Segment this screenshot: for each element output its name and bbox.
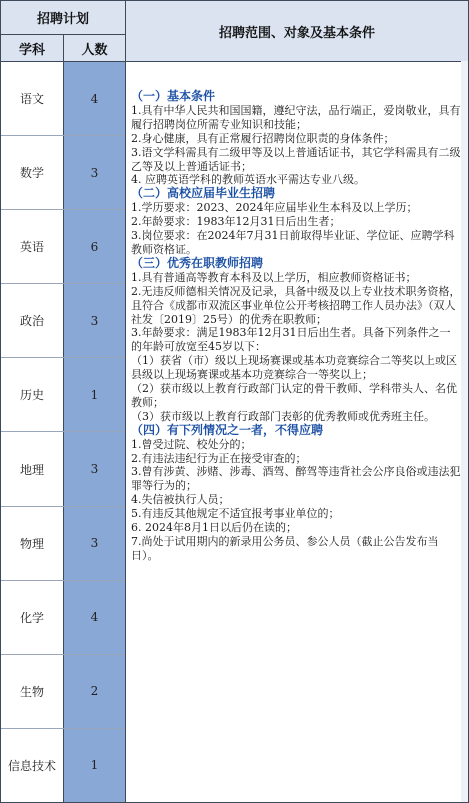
requirement-item: 4. 应聘英语学科的教师英语水平需达专业八级。	[131, 173, 365, 187]
count-cell: 1	[64, 358, 125, 431]
count-column-header: 人数	[64, 35, 126, 61]
requirement-item: 1.具有普通高等教育本科及以上学历，相应教师资格证书；	[131, 270, 417, 284]
exclusion-item: 5.有违反其他规定不适宜报考事业单位的；	[131, 507, 340, 521]
requirement-item: （2）获市级以上教育行政部门认定的骨干教师、学科带头人、名优教师；	[131, 382, 457, 409]
table-row	[1, 62, 125, 136]
exclusion-item: 6. 2024年8月1日以后仍在读的；	[131, 521, 297, 535]
count-cell: 3	[64, 432, 125, 505]
subject-cell: 信息技术	[1, 729, 64, 802]
table-row	[1, 581, 125, 655]
count-cell: 3	[64, 284, 125, 357]
table-row	[1, 655, 125, 729]
count-cell: 3	[64, 507, 125, 580]
table-row	[1, 729, 125, 802]
subject-cell: 数学	[1, 136, 64, 209]
requirement-item: 2.年龄要求：1983年12月31日后出生者；	[131, 215, 341, 229]
count-cell: 1	[64, 729, 125, 802]
plan-header: 招聘计划	[1, 1, 126, 35]
exclusion-item: 7.尚处于试用期内的新录用公务员、参公人员（截止公告发布当日）。	[131, 535, 439, 562]
subject-cell: 化学	[1, 581, 64, 654]
count-cell: 3	[64, 136, 125, 209]
subject-column-header: 学科	[1, 35, 64, 61]
subject-cell: 政治	[1, 284, 64, 357]
exclusion-item: 1.曾受过院、校处分的；	[131, 437, 252, 451]
subject-cell: 语文	[1, 62, 64, 135]
requirement-item: 3.岗位要求：在2024年7月31日前取得毕业证、学位证、应聘学科教师资格证。	[131, 229, 455, 256]
table-row	[1, 136, 125, 210]
subject-grid	[1, 61, 126, 802]
table-row	[1, 358, 125, 432]
subject-cell: 历史	[1, 358, 64, 431]
subject-cell: 英语	[1, 210, 64, 283]
count-cell: 4	[64, 62, 125, 135]
table-row	[1, 432, 125, 506]
section-title-graduates: （二）高校应届毕业生招聘	[131, 186, 276, 201]
count-cell: 4	[64, 581, 125, 654]
table-row	[1, 507, 125, 581]
exclusion-item: 3.曾有涉黄、涉赌、涉毒、酒驾、醉驾等违背社会公序良俗或违法犯罪等行为的；	[131, 465, 461, 493]
exclusion-item: 2.有违法违纪行为正在接受审查的；	[131, 451, 307, 465]
requirements-text	[126, 61, 461, 802]
requirement-item: 3.年龄要求：满足1983年12月31日后出生者。具备下列条件之一的年龄可放宽至45岁以下：	[131, 326, 451, 354]
subject-cell: 地理	[1, 432, 64, 505]
count-cell: 6	[64, 210, 125, 283]
requirement-item: 2.无违反师德相关情况及记录，具备中级及以上专业技术职务资格，且符合《成都市双流区事业单位公开考核招聘工作人员办法》（双人社发〔2019〕25号）的优秀在职教师；	[131, 284, 461, 326]
description-header: 招聘范围、对象及基本条件	[126, 1, 468, 61]
table-row	[1, 210, 125, 284]
section-title-basic: （一）基本条件	[131, 89, 216, 103]
requirement-item: 2.身心健康，具有正常履行招聘岗位职责的身体条件；	[131, 131, 395, 145]
subject-cell: 物理	[1, 507, 64, 580]
table-row	[1, 284, 125, 358]
requirement-item: 3.语文学科需具有二级甲等及以上普通话证书，其它学科需具有二级乙等及以上普通话证书；	[131, 145, 461, 173]
requirement-item: 1.学历要求：2023、2024年应届毕业生本科及以上学历；	[131, 201, 418, 215]
requirement-item: 1.具有中华人民共和国国籍，遵纪守法，品行端正，爱岗敬业，具有履行招聘岗位所需专业知识和技能；	[131, 103, 461, 131]
requirement-item: （3）获市级以上教育行政部门表彰的优秀教师或优秀班主任。	[131, 409, 435, 423]
section-title-inservice: （三）优秀在职教师招聘	[131, 255, 264, 270]
exclusion-item: 4.失信被执行人员；	[131, 493, 230, 507]
section-title-exclusions: （四）有下列情况之一者，不得应聘	[131, 422, 324, 437]
subject-cell: 生物	[1, 655, 64, 728]
requirement-item: （1）获省（市）级以上现场赛课或基本功竞赛综合二等奖以上或区县级以上现场赛课或基本功竞赛综合一等奖以上；	[131, 354, 457, 382]
count-cell: 2	[64, 655, 125, 728]
